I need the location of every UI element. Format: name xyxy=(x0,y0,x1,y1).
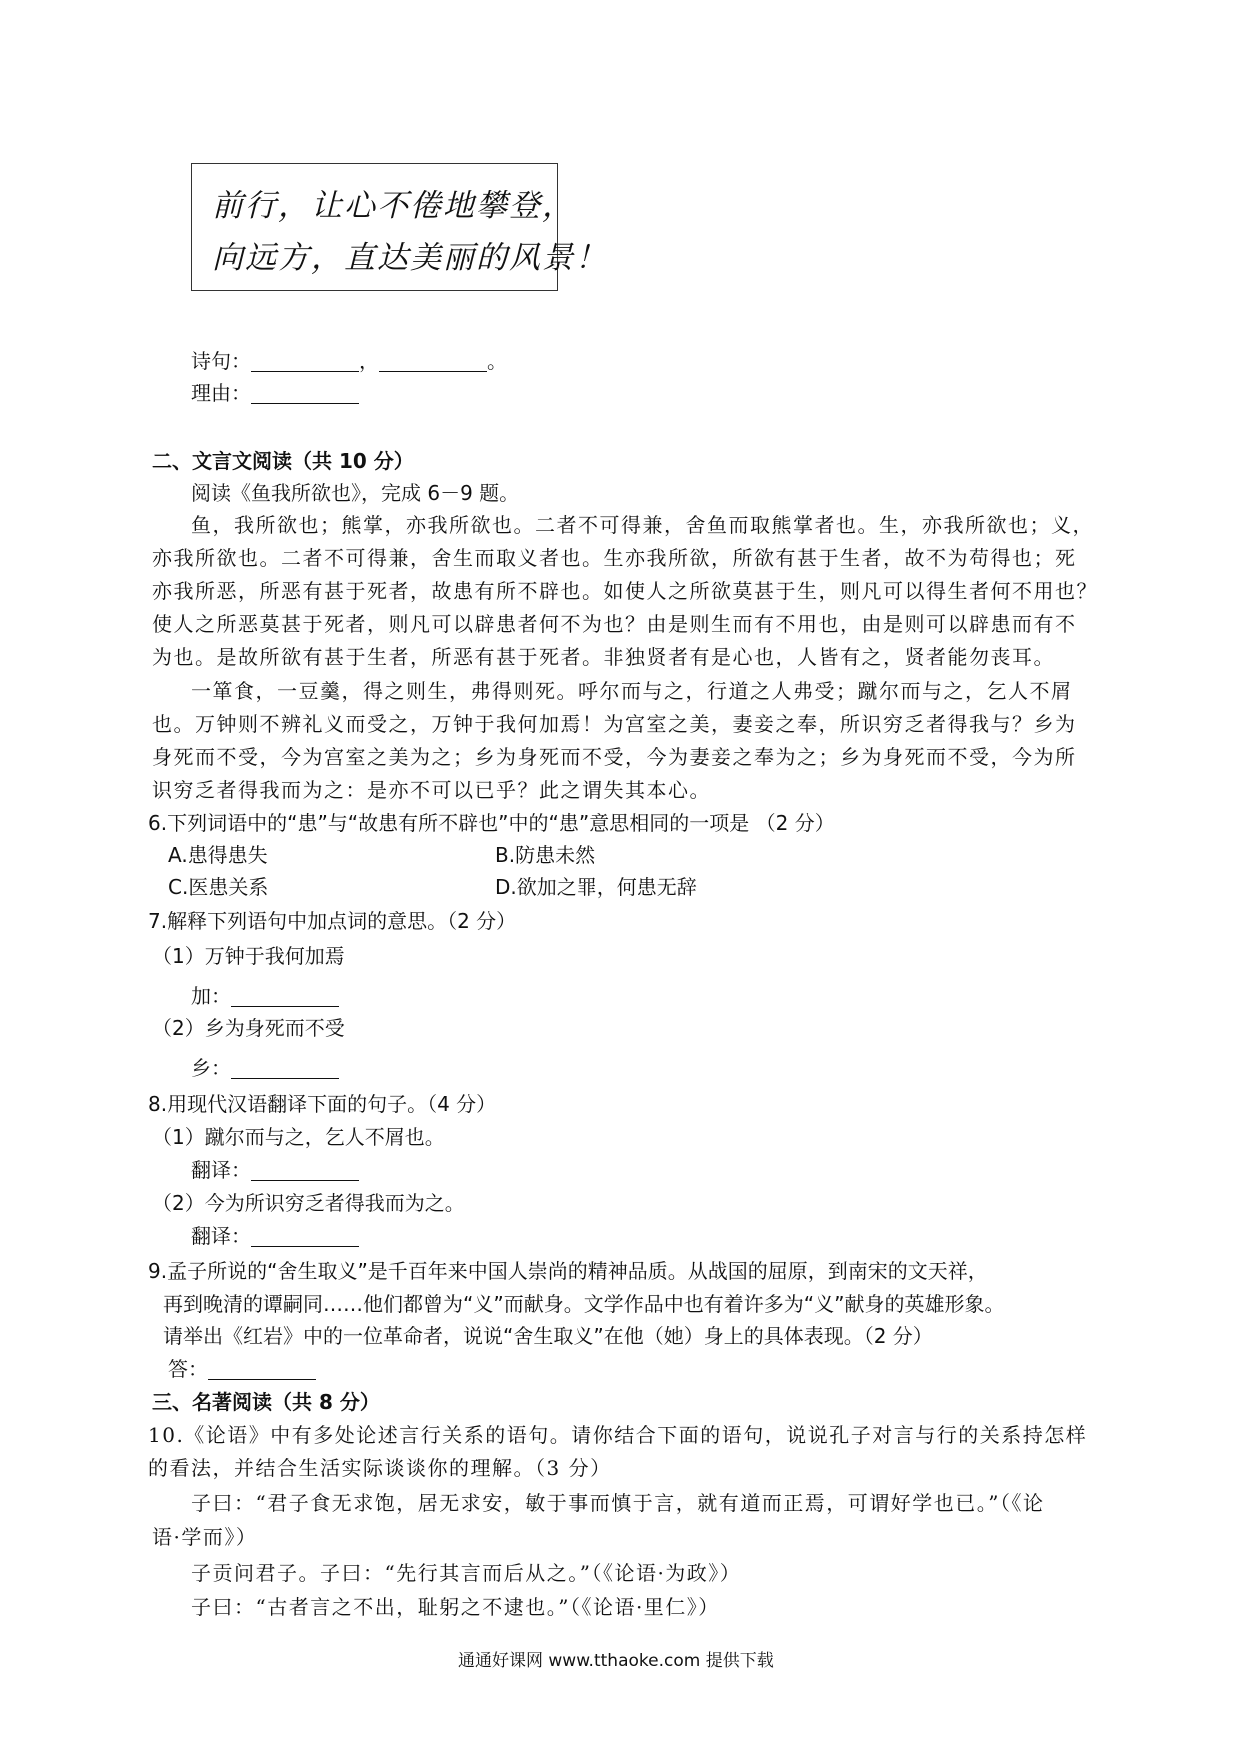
reason-answer-line xyxy=(191,380,359,406)
passage-line: 身死而不受，今为宫室之美为之；乡为身死而不受，今为妻妾之奉为之；乡为身死而不受，今为所 xyxy=(152,745,1077,769)
poem-blank-1[interactable] xyxy=(251,351,359,372)
q6-option-a: A.患得患失 xyxy=(168,843,268,867)
poem-answer-line xyxy=(191,348,507,374)
q6-option-c: C.医患关系 xyxy=(168,875,269,899)
quote-1a: 子曰：“君子食无求饱，居无求安，敏于事而慎于言，就有道而正焉，可谓好学也已。”（《论 xyxy=(191,1491,1045,1515)
section2-intro: 阅读《鱼我所欲也》，完成 6－9 题。 xyxy=(191,481,520,505)
poem-blank-2[interactable] xyxy=(379,351,487,372)
q8-blank-2[interactable] xyxy=(251,1226,359,1247)
motto-line-2: 向远方，直达美丽的风景！ xyxy=(212,240,608,276)
motto-box xyxy=(191,163,608,291)
q6-option-d: D.欲加之罪，何患无辞 xyxy=(495,875,697,899)
q7-item-1: （1）万钟于我何加焉 xyxy=(152,944,345,968)
q9-line-3: 请举出《红岩》中的一位革命者，说说“舍生取义”在他（她）身上的具体表现。（2 分） xyxy=(163,1324,933,1348)
q7-stem: 7.解释下列语句中加点词的意思。（2 分） xyxy=(148,909,517,933)
q9-answer-label: 答： xyxy=(168,1357,208,1381)
q6-option-b: B.防患未然 xyxy=(495,843,596,867)
q7-label-1: 加： xyxy=(191,984,231,1008)
q8-answer-2 xyxy=(191,1223,359,1249)
poem-comma: ， xyxy=(359,349,379,373)
q7-blank-1[interactable] xyxy=(231,986,339,1007)
q8-item-2: （2）今为所识穷乏者得我而为之。 xyxy=(152,1191,465,1215)
passage-line: 鱼，我所欲也；熊掌，亦我所欲也。二者不可得兼，舍鱼而取熊掌者也。生，亦我所欲也；义， xyxy=(191,513,1094,537)
passage-line: 为也。是故所欲有甚于生者，所恶有甚于死者。非独贤者有是心也，人皆有之，贤者能勿丧耳。 xyxy=(152,645,1055,669)
motto-line-1: 前行，让心不倦地攀登， xyxy=(212,188,575,224)
q7-answer-2 xyxy=(191,1055,339,1081)
q9-blank[interactable] xyxy=(208,1359,316,1380)
q7-blank-2[interactable] xyxy=(231,1058,339,1079)
q6-stem: 6.下列词语中的“患”与“故患有所不辟也”中的“患”意思相同的一项是 （2 分） xyxy=(148,811,835,835)
q7-label-2: 乡： xyxy=(191,1056,231,1080)
passage-line: 也。万钟则不辨礼义而受之，万钟于我何加焉！为宫室之美，妻妾之奉，所识穷乏者得我与？乡为 xyxy=(152,712,1077,736)
q8-blank-1[interactable] xyxy=(251,1160,359,1181)
poem-label: 诗句： xyxy=(191,349,251,373)
section3-title: 三、名著阅读（共 8 分） xyxy=(152,1390,380,1414)
q8-label-2: 翻译： xyxy=(191,1224,251,1248)
reason-blank[interactable] xyxy=(251,383,359,404)
q8-item-1: （1）蹴尔而与之，乞人不屑也。 xyxy=(152,1125,445,1149)
q10-line-2: 的看法，并结合生活实际谈谈你的理解。（3 分） xyxy=(148,1456,612,1480)
footer-source: 通通好课网 www.tthaoke.com 提供下载 xyxy=(458,1651,774,1671)
passage-line: 亦我所欲也。二者不可得兼，舍生而取义者也。生亦我所欲，所欲有甚于生者，故不为苟得也；死 xyxy=(152,546,1077,570)
reason-label: 理由： xyxy=(191,381,251,405)
passage-line: 使人之所恶莫甚于死者，则凡可以辟患者何不为也？由是则生而有不用也，由是则可以辟患而有不 xyxy=(152,612,1077,636)
q9-line-2: 再到晚清的谭嗣同……他们都曾为“义”而献身。文学作品中也有着许多为“义”献身的英雄形象。 xyxy=(163,1292,1005,1316)
quote-2: 子贡问君子。子曰：“先行其言而后从之。”（《论语·为政》） xyxy=(191,1561,742,1585)
q8-label-1: 翻译： xyxy=(191,1158,251,1182)
q7-item-2: （2）乡为身死而不受 xyxy=(152,1016,345,1040)
passage-line: 一箪食，一豆羹，得之则生，弗得则死。呼尔而与之，行道之人弗受；蹴尔而与之，乞人不屑 xyxy=(191,679,1073,703)
quote-3: 子曰：“古者言之不出，耻躬之不逮也。”（《论语·里仁》） xyxy=(191,1595,720,1619)
quote-1b: 语·学而》） xyxy=(152,1525,258,1549)
q10-line-1: 10.《论语》中有多处论述言行关系的语句。请你结合下面的语句，说说孔子对言与行的关系持怎样 xyxy=(148,1423,1088,1447)
passage-line: 识穷乏者得我而为之：是亦不可以已乎？此之谓失其本心。 xyxy=(152,778,711,802)
q9-answer xyxy=(168,1356,316,1382)
q8-answer-1 xyxy=(191,1157,359,1183)
poem-period: 。 xyxy=(487,349,507,373)
q8-stem: 8.用现代汉语翻译下面的句子。（4 分） xyxy=(148,1092,497,1116)
q9-line-1: 9.孟子所说的“舍生取义”是千百年来中国人崇尚的精神品质。从战国的屈原，到南宋的文天祥， xyxy=(148,1259,988,1283)
q7-answer-1 xyxy=(191,983,339,1009)
section2-title: 二、文言文阅读（共 10 分） xyxy=(152,449,414,473)
passage-line: 亦我所恶，所恶有甚于死者，故患有所不辟也。如使人之所欲莫甚于生，则凡可以得生者何不用也？ xyxy=(152,579,1098,603)
